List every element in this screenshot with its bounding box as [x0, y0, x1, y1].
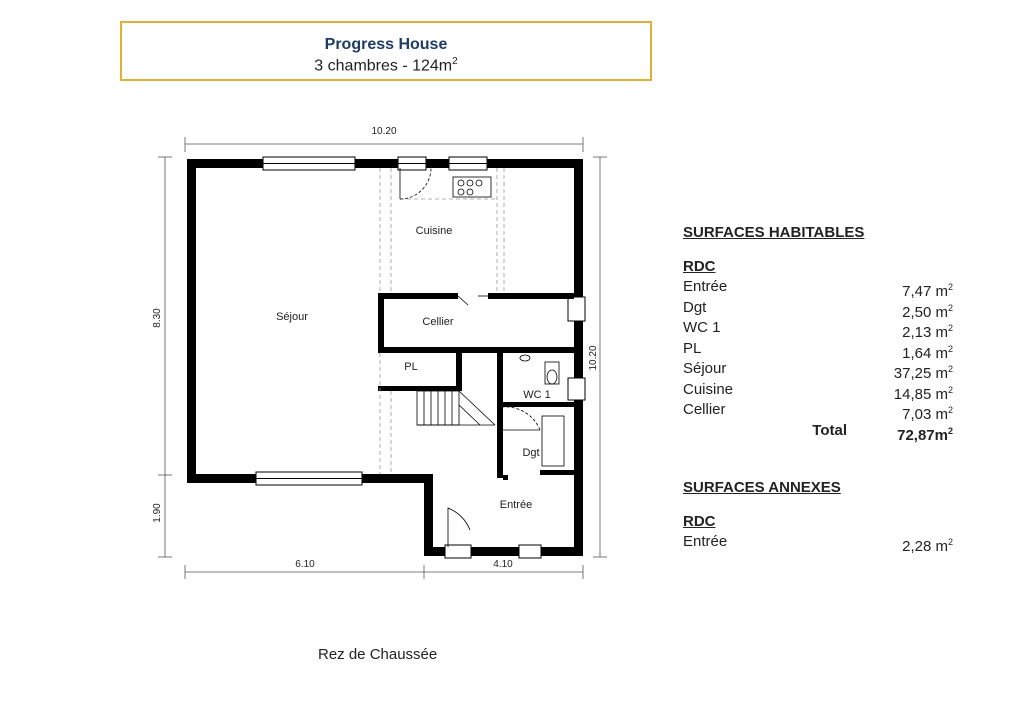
habitable-title: SURFACES HABITABLES — [683, 224, 865, 241]
surfaces-panel — [683, 224, 953, 555]
surface-value-text: 1,64 m — [902, 344, 948, 362]
surface-value-sup: 2 — [947, 302, 953, 313]
habitable-list — [683, 277, 953, 421]
kitchen-appliance — [453, 177, 491, 197]
surface-name: Cellier — [683, 401, 726, 418]
dim-top-width: 10.20 — [371, 126, 397, 137]
toilet — [520, 355, 559, 384]
surface-row — [683, 318, 953, 339]
room-cuisine: Cuisine — [415, 225, 453, 237]
surface-value-sup: 2 — [947, 384, 953, 395]
surface-value-sup: 2 — [947, 343, 953, 354]
surface-value — [902, 532, 953, 553]
room-dgt: Dgt — [522, 447, 540, 459]
surface-row — [683, 380, 953, 401]
habitable-level: RDC — [683, 258, 716, 275]
surface-value-sup: 2 — [947, 364, 953, 374]
surface-value-sup: 2 — [947, 282, 953, 292]
surface-name: Entrée — [683, 278, 728, 295]
surface-value — [902, 400, 953, 421]
total-value-text: 72,87m — [897, 426, 948, 444]
surface-value-text: 7,03 m — [902, 406, 948, 423]
staircase — [417, 391, 495, 425]
dim-left-small: 1.90 — [152, 503, 163, 523]
plan-subtitle-sup: 2 — [452, 56, 458, 67]
surface-row — [683, 339, 953, 360]
surface-row — [683, 298, 953, 319]
plan-subtitle-text: 3 chambres - 124m — [314, 57, 453, 75]
annexes-list — [683, 532, 953, 553]
dim-left-main: 8.30 — [152, 308, 163, 328]
surface-value — [902, 277, 953, 298]
surface-value — [902, 298, 953, 319]
surface-name: Cuisine — [683, 380, 734, 398]
surface-value-sup: 2 — [947, 536, 953, 547]
surface-value — [894, 380, 953, 401]
dim-right: 10.20 — [588, 345, 599, 371]
surface-value-text: 2,28 m — [902, 537, 948, 555]
cellier-shelf — [542, 416, 564, 466]
room-entree: Entrée — [499, 499, 533, 511]
surface-value — [894, 359, 953, 380]
plan-title: Progress House — [324, 36, 448, 53]
surface-value-sup: 2 — [947, 323, 953, 333]
surface-name: Dgt — [683, 298, 707, 316]
room-cellier: Cellier — [422, 316, 454, 328]
surface-row — [683, 400, 953, 421]
dimension-lines — [158, 137, 607, 579]
surface-value-text: 2,13 m — [902, 324, 948, 341]
windows — [256, 157, 585, 558]
surface-row — [683, 532, 953, 553]
room-wc: WC 1 — [523, 389, 551, 401]
interior-walls — [378, 293, 574, 480]
surface-value — [902, 339, 953, 360]
dim-bottom-left: 6.10 — [295, 559, 315, 570]
panel-spacer — [683, 441, 953, 479]
room-pl: PL — [404, 361, 418, 373]
dim-bottom-right: 4.10 — [493, 559, 513, 570]
surface-name: PL — [683, 339, 702, 357]
surface-name: WC 1 — [683, 319, 721, 336]
surface-row — [683, 359, 953, 380]
total-label: Total — [812, 421, 847, 439]
surface-name: Séjour — [683, 360, 727, 377]
plan-caption: Rez de Chaussée — [318, 646, 438, 663]
total-value — [883, 421, 953, 444]
annexes-level: RDC — [683, 512, 716, 530]
surface-name: Entrée — [683, 532, 728, 550]
surface-value — [902, 318, 953, 339]
surface-value-text: 7,47 m — [902, 283, 948, 300]
total-value-sup: 2 — [947, 425, 953, 436]
surface-value-text: 37,25 m — [893, 365, 948, 382]
habitable-total — [683, 421, 953, 444]
surface-row — [683, 277, 953, 298]
annexes-title: SURFACES ANNEXES — [683, 478, 841, 496]
surface-value-text: 14,85 m — [893, 385, 948, 403]
surface-value-text: 2,50 m — [902, 303, 948, 321]
outer-walls — [187, 159, 583, 556]
room-sejour: Séjour — [276, 311, 308, 323]
surface-value-sup: 2 — [947, 405, 953, 415]
